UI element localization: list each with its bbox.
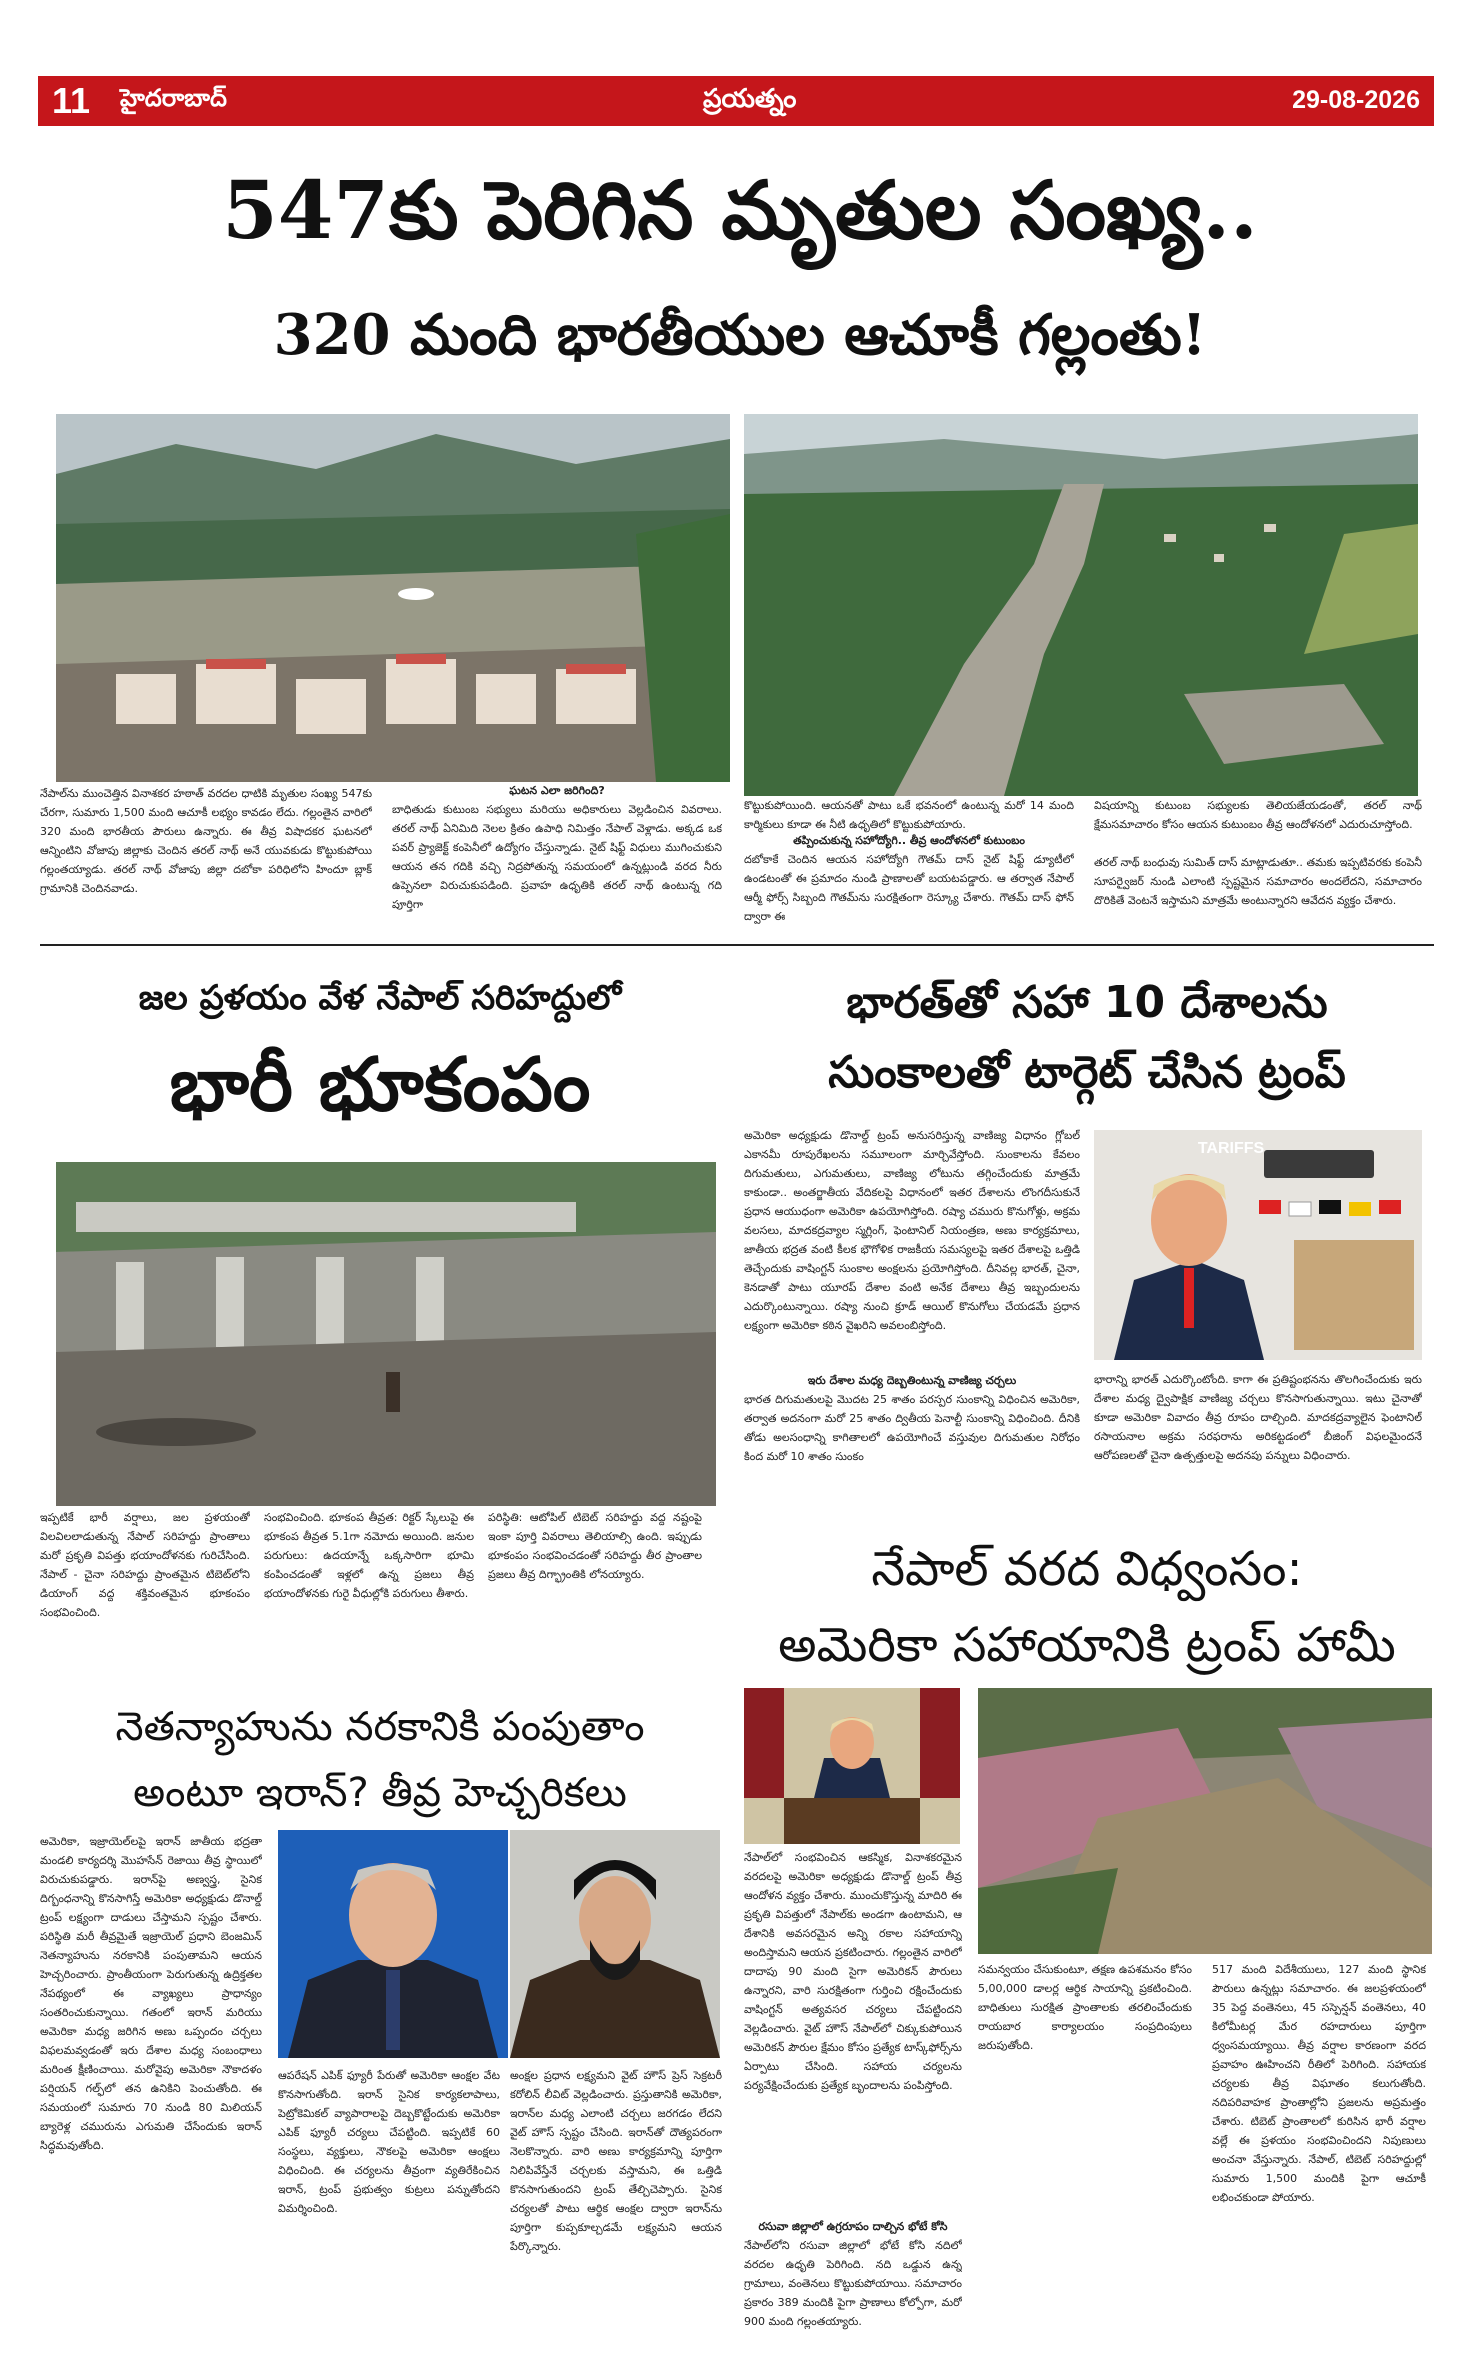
page-number: 11 — [52, 80, 91, 121]
collapsed-bridge-photo — [56, 1162, 716, 1506]
story1-col3-text: కొట్టుకుపోయింది. ఆయనతో పాటు ఒకే భవనంలో ఉంటున్న మరో 14 మంది కార్మికులు కూడా ఈ నీటి ఉధృతిలో కొట్టుకుపోయారు. — [744, 799, 1074, 831]
tariff-headline-line2: సుంకాలతో టార్గెట్ చేసిన ట్రంప్ — [828, 1047, 1346, 1098]
story1-col3-text-b: దబోకాకే చెందిన ఆయన సహోద్యోగి గౌతమ్ దాస్ నైట్ షిఫ్ట్ డ్యూటీలో ఉండటంతో ఈ ప్రమాదం నుండి ప్రాణాలతో బయటపడ్డారు. ఆ తర్వాత నేపాల్ ఆర్మీ ఫోర్స్ సిబ్బంది గౌతమ్‌ను సురక్షితంగా రెస్క్యూ చేశారు. గౌతమ్ దాస్ ఫోన్ ద్వారా ఈ — [744, 853, 1074, 923]
story5-column-2: ఆపరేషన్ ఎపిక్ ఫ్యూరీ పేరుతో అమెరికా ఆంక్షల వేట కొనసాగుతోంది. ఇరాన్ సైనిక కార్యకలాపాలు, పెట్రోకెమికల్ వ్యాపారాలపై దెబ్బకొట్టేందుకు అమెరికా ఎపిక్ ఫ్యూరీ చర్యలు చేపట్టింది. ఇప్పటికే 60 సంస్థలు, వ్యక్తులు, నౌకలపై అమెరికా ఆంక్షలు విధించింది. ఈ చర్యలను తీవ్రంగా వ్యతిరేకించిన ఇరాన్, ట్రంప్ ప్రభుత్వం కుట్రలు పన్నుతోందని విమర్శించింది. — [278, 2069, 500, 2215]
earthquake-kicker: జల ప్రళయం వేళ నేపాల్ సరిహద్దులో — [138, 978, 622, 1018]
story2-column-3: పరిస్థితి: ఆటోపిల్ టిబెట్ సరిహద్దు వద్ద నష్టంపై ఇంకా పూర్తి వివరాలు తెలియాల్సి ఉంది. ఇప్పుడు భూకంపం సంభవించడంతో సరిహద్దు తీర ప్రాంతాల ప్రజలు తీవ్ర దిగ్భ్రాంతికి లోనయ్యారు. — [488, 1511, 702, 1581]
iran-headline-line1: నెతన్యాహును నరకానికి పంపుతాం — [115, 1704, 645, 1750]
nepal-flood-headline-line1: నేపాల్ వరద విధ్వంసం: — [871, 1541, 1303, 1597]
tariff-headline-line1: భారత్‌తో సహా 10 దేశాలను — [846, 977, 1328, 1028]
story1-col2-subhead: ఘటన ఎలా జరిగింది? — [509, 784, 605, 797]
story1-column-3 — [744, 796, 1074, 928]
story5-column-3: అంక్షల ప్రధాన లక్ష్యమని వైట్ హౌస్ ప్రెస్ సెక్రటరీ కరోలిన్ లీవిట్ వెల్లడించారు. ప్రస్తుతానికి అమెరికా, ఇరాన్‌ల మధ్య ఎలాంటి చర్చలు జరగడం లేదని వైట్ హౌస్ స్పష్టం చేసింది. ఇరాన్‌తో దౌత్యపరంగా నెలకొన్నారు. వారి అణు కార్యక్రమాన్ని పూర్తిగా నిలిపివేస్తేనే చర్చలకు వస్తామని, ఈ ఒత్తిడి కొనసాగుతుందని ట్రంప్ తేల్చిచెప్పారు. సైనిక చర్యలతో పాటు ఆర్థిక ఆంక్షల ద్వారా ఇరాన్‌ను పూర్తిగా కుప్పకూల్చడమే లక్ష్యమని ఆయన పేర్కొన్నారు. — [510, 2069, 722, 2253]
netanyahu-photo — [278, 1830, 508, 2058]
story5-column-1: అమెరికా, ఇజ్రాయెల్‌లపై ఇరాన్ జాతీయ భద్రతా మండలి కార్యదర్శి మొహసేన్ రెజాయి తీవ్ర స్థాయిలో విరుచుకుపడ్డారు. ఇరాన్‌పై అణ్వస్త్ర, సైనిక దిగ్బంధనాన్ని కొనసాగిస్తే అమెరికా అధ్యక్షుడు డొనాల్డ్ ట్రంప్ లక్ష్యంగా దాడులు చేస్తామని స్పష్టం చేశారు. పరిస్థితి మరీ తీవ్రమైతే ఇజ్రాయెల్ ప్రధాని బెంజమిన్ నెతన్యాహును నరకానికి పంపుతామని ఆయన హెచ్చరించారు. ప్రాంతీయంగా పెరుగుతున్న ఉద్రిక్తతల నేపథ్యంలో ఈ వ్యాఖ్యలు ప్రాధాన్యం సంతరించుకున్నాయి. గతంలో ఇరాన్ మరియు అమెరికా మధ్య జరిగిన అణు ఒప్పందం చర్చలు విఫలమవ్వడంతో ఇరు దేశాల మధ్య సంబంధాలు మరింత క్షీణించాయి. మరోవైపు అమెరికా నౌకాదళం పర్షియన్ గల్ఫ్‌లో తన ఉనికిని పెంచుతోంది. ఈ సమయంలో సుమారు 70 నుండి 80 మిలియన్ బ్యారెళ్ల చమురును ఎగుమతి చేసేందుకు ఇరాన్ సిద్ధమవుతోంది. — [40, 1835, 262, 2152]
flood-valley-aerial-photo — [744, 414, 1418, 796]
story1-col4-text: విషయాన్ని కుటుంబ సభ్యులకు తెలియజేయడంతో, తరల్ నాథ్ క్షేమసమాచారం కోసం ఆయన కుటుంబం తీవ్ర ఆందోళనలో ఎదురుచూస్తోంది. — [1094, 799, 1422, 831]
story4-col1-text-b: నేపాల్‌లోని రసువా జిల్లాలో భోటే కోసి నదిలో వరదల ఉధృతి పెరిగింది. నది ఒడ్డున ఉన్న గ్రామాలు, వంతెనలు కొట్టుకుపోయాయి. సమాచారం ప్రకారం 389 మందికి పైగా ప్రాణాలు కోల్పోగా, మరో 900 మంది గల్లంతయ్యారు. — [744, 2239, 962, 2328]
iran-headline-line2: అంటూ ఇరాన్? తీవ్ర హెచ్చరికలు — [133, 1770, 627, 1816]
story1-col2-text: బాధితుడు కుటుంబ సభ్యులు మరియు అధికారులు వెల్లడించిన వివరాలు. తరల్ నాథ్ ఏనిమిది నెలల క్రితం ఉపాధి నిమిత్తం నేపాల్ వెళ్లాడు. అక్కడ ఒక పవర్ ప్ర్యాజెక్ట్ కంపెనీలో ఉద్యోగం చేస్తున్నాడు. నైట్ షిఫ్ట్ విధులు ముగించుకుని ఆయన తన గదికి వచ్చి నిద్రపోతున్న సమయంలో ఉన్నట్లుండి వరద నీరు ఉప్పెనలా విరుచుకుపడింది. ప్రవాహ ఉధృతికి తరల్ నాథ్ ఉంటున్న గది పూర్తిగా — [392, 803, 722, 911]
story1-col4-text-b: తరల్ నాథ్ బంధువు సుమిత్ దాస్ మాట్లాడుతూ.. తమకు ఇప్పటివరకు కంపెనీ సూపర్వైజర్ నుండి ఎలాంటి స్పష్టమైన సమాచారం అందలేదని, సమాచారం దొరికితే వెంటనే ఇస్తామని మాత్రమే అంటున్నారని ఆవేదన వ్యక్తం చేశారు. — [1094, 856, 1422, 907]
main-subheadline: 320 మంది భారతీయుల ఆచూకీ గల్లంతు! — [273, 302, 1207, 368]
story3-col1-subhead: ఇరు దేశాల మధ్య దెబ్బతింటున్న వాణిజ్య చర్చలు — [807, 1374, 1017, 1387]
tariffs-sign-text: TARIFFS — [1197, 1140, 1265, 1157]
iranian-cleric-photo — [510, 1830, 720, 2058]
flood-town-photo — [56, 414, 730, 782]
story4-column-3: 517 మంది విదేశీయులు, 127 మంది స్థానిక పౌరులు ఉన్నట్లు సమాచారం. ఈ జలప్రళయంలో 35 పెద్ద వంతెనలు, 45 సస్పెన్షన్ వంతెనలు, 40 కిలోమీటర్ల మేర రహదారులు పూర్తిగా ధ్వంసమయ్యాయి. తీవ్ర వర్షాల కారణంగా వరద ప్రవాహం ఊహించని రీతిలో పెరిగింది. సహాయక చర్యలకు తీవ్ర విఘాతం కలుగుతోంది. నదిపరివాహక ప్రాంతాల్లోని ప్రజలను అప్రమత్తం చేశారు. టిబెట్ ప్రాంతాలలో కురిసిన భారీ వర్షాల వల్లే ఈ ప్రళయం సంభవించిందని నిపుణులు అంచనా వేస్తున్నారు. నేపాల్, టిబెట్ సరిహద్దుల్లో సుమారు 1,500 మందికి పైగా ఆచూకీ లభించకుండా పోయారు. — [1212, 1963, 1426, 2204]
story1-column-1: నేపాల్‌ను ముంచెత్తిన వినాశకర హఠాత్ వరదల ధాటికి మృతుల సంఖ్య 547కు చేరగా, సుమారు 1,500 మంది ఆచూకీ లభ్యం కావడం లేదు. గల్లంతైన వారిలో 320 మంది భారతీయ పౌరులు ఉన్నారు. ఈ తీవ్ర విషాదకర ఘటనలో ఆన్నింటిని వోజాపు జిల్లాకు చెందిన తరల్ నాథ్ అనే యువకుడు కొట్టుకుపోయి గల్లంతయ్యాడు. తరల్ నాథ్ వోజాపు జిల్లా దబోకా పరిధిలోని హిందూ బ్లాక్ గ్రామానికి చెందినవాడు. — [40, 787, 372, 895]
newspaper-name: ప్రయత్నం — [703, 84, 797, 114]
issue-date: 29-08-2026 — [1292, 86, 1420, 114]
masthead-bar — [38, 76, 1434, 126]
nepal-flood-headline-line2: అమెరికా సహాయానికి ట్రంప్ హామీ — [778, 1617, 1396, 1673]
trump-tariffs-photo — [1094, 1130, 1422, 1360]
story1-column-2 — [392, 784, 722, 928]
story4-col1-subhead: రసువా జిల్లాలో ఉగ్రరూపం దాల్చిన భోటే కోసి — [758, 2220, 948, 2233]
story4-column-2: సమన్వయం చేసుకుంటూ, తక్షణ ఉపశమనం కోసం 5,00,000 డాలర్ల ఆర్థిక సాయాన్ని ప్రకటించింది. బాధితులు సురక్షిత ప్రాంతాలకు తరలించేందుకు రాయబార కార్యాలయం సంప్రదింపులు జరుపుతోంది. — [978, 1963, 1192, 2052]
story2-column-1: ఇప్పటికే భారీ వర్షాలు, జల ప్రళయంతో విలవిలలాడుతున్న నేపాల్ సరిహద్దు ప్రాంతాలు మరో ప్రకృతి విపత్తు భయాందోళనకు గురిచేసింది. నేపాల్ - చైనా సరిహద్దు ప్రాంతమైన టిబెట్‌లోని డియాంగ్ వద్ద శక్తివంతమైన భూకంపం సంభవించింది. — [40, 1511, 250, 1619]
story3-col1-text: అమెరికా అధ్యక్షుడు డొనాల్డ్ ట్రంప్ అనుసరిస్తున్న వాణిజ్య విధానం గ్లోబల్ ఎకానమీ రూపురేఖలను సమూలంగా మార్చివేస్తోంది. సుంకాలను కేవలం దిగుమతులు, ఎగుమతులు, వాణిజ్య లోటును తగ్గించేందుకు మాత్రమే కాకుండా.. అంతర్జాతీయ వేదికలపై విధానంలో ఇతర దేశాలను లొంగదీసుకునే ప్రధాన ఆయుధంగా అమెరికా ఉపయోగిస్తోంది. రష్యా చమురు కొనుగోళ్లు, అక్రమ వలసలు, మాదకద్రవ్యాల స్మగ్లింగ్, ఫెంటానిల్ నియంత్రణ, అణు కార్యక్రమాలు, జాతీయ భద్రత వంటి కీలక భౌగోళిక రాజకీయ సమస్యలపై ఇతర దేశాలపై ఒత్తిడి తెచ్చేందుకు వాషింగ్టన్ సుంకాల అంక్షలను ప్రయోగిస్తోంది. దీనివల్ల భారత్, చైనా, కెనడాతో పాటు యూరప్ దేశాల వంటి అనేక దేశాలు తీవ్ర ఇబ్బందులను ఎదుర్కొంటున్నాయి. రష్యా నుంచి క్రూడ్ ఆయిల్ కొనుగోలు చేయడమే ప్రధాన లక్ష్యంగా అమెరికా కఠిన వైఖరిని అవలంబిస్తోంది. — [744, 1129, 1080, 1332]
story3-col1-text-b: భారత దిగుమతులపై మొదట 25 శాతం పరస్పర సుంకాన్ని విధించిన అమెరికా, తర్వాత అదనంగా మరో 25 శాతం ద్వితీయ పెనాల్టీ సుంకాన్ని విధించింది. దీనికి తోడు అలసంధాన్ని కాగితాలలో ఉపయోగించే వస్తువుల దిగుమతుల నిరోధం కింద మరో 10 శాతం సుంకం — [744, 1393, 1080, 1463]
story2-column-2: సంభవించింది. భూకంప తీవ్రత: రిక్టర్ స్కేలుపై ఈ భూకంప తీవ్రత 5.1గా నమోదు అయింది. జనుల పరుగులు: ఉదయాన్నే ఒక్కసారిగా భూమి కంపించడంతో ఇళ్లలో ఉన్న ప్రజలు తీవ్ర భయాందోళనకు గురై వీధుల్లోకి పరుగులు తీశారు. — [264, 1511, 474, 1600]
story1-column-4 — [1094, 796, 1422, 928]
story4-col1-text: నేపాల్‌లో సంభవించిన ఆకస్మిక, వినాశకరమైన వరదలపై అమెరికా అధ్యక్షుడు డొనాల్డ్ ట్రంప్ తీవ్ర ఆందోళన వ్యక్తం చేశారు. ముంచుకొస్తున్న మాదిరి ఈ ప్రకృతి విపత్తులో నేపాల్‌కు అండగా ఉంటామని, ఆ దేశానికి అవసరమైన అన్ని రకాల సహాయాన్ని అందిస్తామని ఆయన ప్రకటించారు. గల్లంతైన వారిలో దాదాపు 90 మంది సైగా అమెరికన్ పౌరులు ఉన్నారని, వారి సురక్షితంగా గుర్తించి రక్షించేందుకు వాషింగ్టన్ అత్యవసర చర్యలు చేపట్టిందని వెల్లడించారు. వైట్ హౌస్ నేపాల్‌లో చిక్కుకుపోయిన అమెరికన్ పౌరుల క్షేమం కోసం ప్రత్యేక టాస్క్‌ఫోర్స్‌ను ఏర్పాటు చేసింది. సహాయ చర్యలను పర్యవేక్షించేందుకు ప్రత్యేక బృందాలను పంపిస్తోంది. — [744, 1851, 962, 2092]
story4-column-1 — [744, 1848, 962, 2348]
main-headline: 547కు పెరిగిన మృతుల సంఖ్య.. — [222, 163, 1258, 257]
earthquake-headline: భారీ భూకంపం — [169, 1042, 591, 1128]
story3-column-2: భారాన్ని భారత్ ఎదుర్కొంటోంది. కాగా ఈ ప్రతిష్టంభనను తొలగించేందుకు ఇరు దేశాల మధ్య ద్వైపాక్షిక వాణిజ్య చర్చలు కొనసాగుతున్నాయి. ఇటు చైనాతో కూడా అమెరికా వివాదం తీవ్ర రూపం దాల్చింది. మాదకద్రవ్యాలైన ఫెంటానిల్ రసాయనాల అక్రమ సరఫరాను అరికట్టడంలో బీజింగ్ విఫలమైందనే ఆరోపణలతో చైనా ఉత్పత్తులపై అదనపు పన్నులు విధించారు. — [1094, 1373, 1422, 1462]
trump-office-photo — [744, 1688, 960, 1844]
edition-city: హైదరాబాద్ — [120, 84, 227, 112]
section-divider — [40, 944, 1434, 946]
story3-column-1 — [744, 1126, 1080, 1512]
flooded-village-photo — [978, 1688, 1432, 1954]
story1-col3-subhead: తప్పించుకున్న సహోద్యోగి.. తీవ్ర ఆందోళనలో కుటుంబం — [793, 834, 1025, 847]
